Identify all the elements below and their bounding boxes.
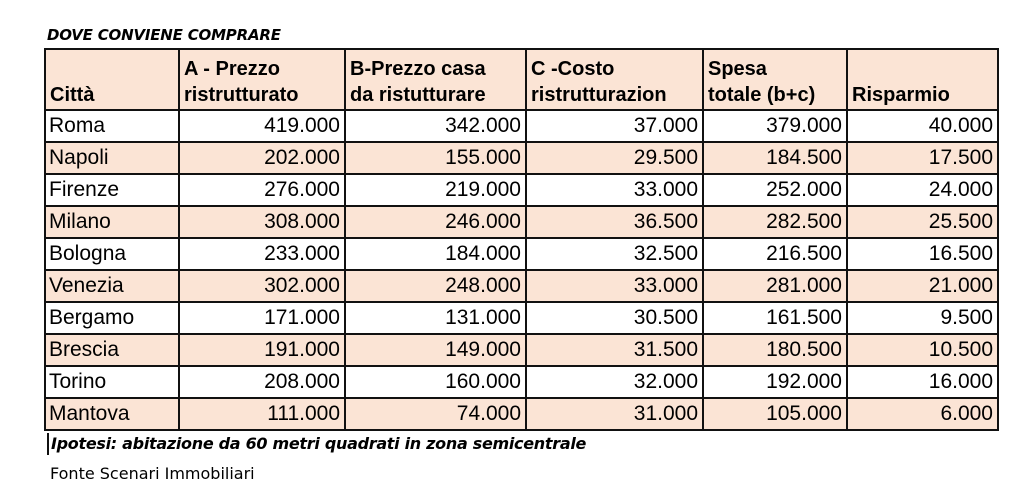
source-credit: Fonte Scenari Immobiliari [50,464,255,483]
value-cell: 219.000 [345,174,526,206]
value-cell: 16.500 [847,238,998,270]
value-cell: 216.500 [703,238,847,270]
value-cell: 25.500 [847,206,998,238]
header-col-total: Spesa totale (b+c) [703,49,847,110]
header-col-saving: Risparmio [847,49,998,110]
value-cell: 40.000 [847,110,998,142]
value-cell: 29.500 [526,142,703,174]
city-cell: Bergamo [45,302,179,334]
table-row [45,206,998,238]
value-cell: 10.500 [847,334,998,366]
value-cell: 192.000 [703,366,847,398]
city-cell: Roma [45,110,179,142]
value-cell: 302.000 [179,270,345,302]
value-cell: 31.000 [526,398,703,430]
value-cell: 208.000 [179,366,345,398]
city-cell: Bologna [45,238,179,270]
table-row [45,366,998,398]
city-cell: Firenze [45,174,179,206]
value-cell: 233.000 [179,238,345,270]
price-comparison-table [44,48,999,431]
value-cell: 17.500 [847,142,998,174]
value-cell: 184.000 [345,238,526,270]
table-header-row [45,49,998,110]
value-cell: 30.500 [526,302,703,334]
value-cell: 171.000 [179,302,345,334]
city-cell: Milano [45,206,179,238]
table-row [45,302,998,334]
value-cell: 9.500 [847,302,998,334]
value-cell: 6.000 [847,398,998,430]
value-cell: 246.000 [345,206,526,238]
value-cell: 31.500 [526,334,703,366]
value-cell: 276.000 [179,174,345,206]
city-cell: Napoli [45,142,179,174]
value-cell: 105.000 [703,398,847,430]
value-cell: 184.500 [703,142,847,174]
table-row [45,142,998,174]
value-cell: 282.500 [703,206,847,238]
value-cell: 33.000 [526,174,703,206]
city-cell: Mantova [45,398,179,430]
value-cell: 21.000 [847,270,998,302]
value-cell: 202.000 [179,142,345,174]
table-row [45,174,998,206]
table-title: DOVE CONVIENE COMPRARE [47,26,281,44]
value-cell: 111.000 [179,398,345,430]
city-cell: Brescia [45,334,179,366]
value-cell: 149.000 [345,334,526,366]
city-cell: Venezia [45,270,179,302]
value-cell: 74.000 [345,398,526,430]
header-city: Città [45,49,179,110]
value-cell: 16.000 [847,366,998,398]
value-cell: 191.000 [179,334,345,366]
value-cell: 308.000 [179,206,345,238]
table-row [45,238,998,270]
value-cell: 155.000 [345,142,526,174]
header-col-c: C -Costo ristrutturazion [526,49,703,110]
value-cell: 248.000 [345,270,526,302]
value-cell: 281.000 [703,270,847,302]
value-cell: 36.500 [526,206,703,238]
value-cell: 379.000 [703,110,847,142]
value-cell: 419.000 [179,110,345,142]
header-col-a: A - Prezzo ristrutturato [179,49,345,110]
value-cell: 37.000 [526,110,703,142]
city-cell: Torino [45,366,179,398]
value-cell: 32.000 [526,366,703,398]
value-cell: 24.000 [847,174,998,206]
table-row [45,398,998,430]
value-cell: 32.500 [526,238,703,270]
value-cell: 131.000 [345,302,526,334]
value-cell: 252.000 [703,174,847,206]
value-cell: 342.000 [345,110,526,142]
table-row [45,270,998,302]
value-cell: 161.500 [703,302,847,334]
value-cell: 180.500 [703,334,847,366]
table-row [45,334,998,366]
value-cell: 160.000 [345,366,526,398]
value-cell: 33.000 [526,270,703,302]
header-col-b: B-Prezzo casa da ristutturare [345,49,526,110]
hypothesis-note: Ipotesi: abitazione da 60 metri quadrati in zona semicentrale [47,433,586,455]
table-row [45,110,998,142]
